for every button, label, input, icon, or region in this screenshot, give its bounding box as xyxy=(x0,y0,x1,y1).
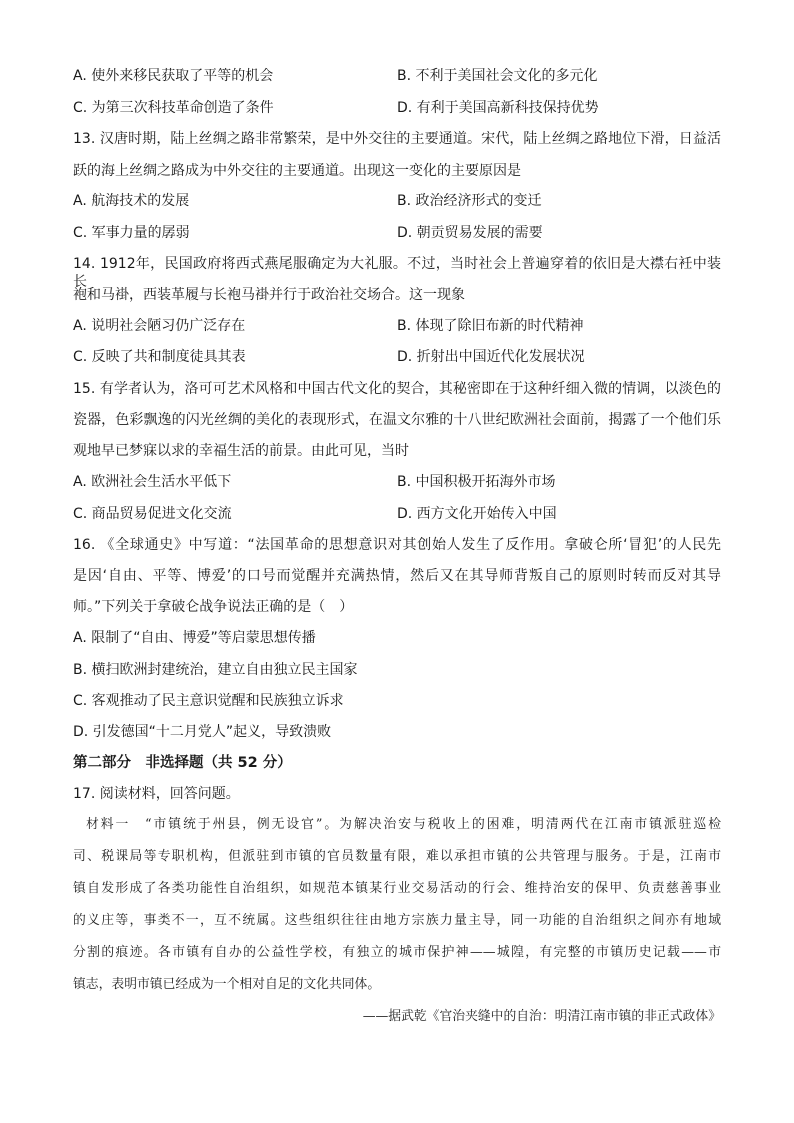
q15-option-b: B. 中国积极开拓海外市场 xyxy=(397,474,556,490)
q14-option-d: D. 折射出中国近代化发展状况 xyxy=(397,349,585,365)
q17-stem: 17. 阅读材料，回答问题。 xyxy=(73,786,240,802)
q17-material-line1: 材料一 “市镇统于州县，例无设官”。为解决治安与税收上的困难，明清两代在江南市镇派驻巡检 xyxy=(86,817,721,832)
q15-stem-line1: 15. 有学者认为，洛可可艺术风格和中国古代文化的契合，其秘密即在于这种纤细入微的情调，以淡色的 xyxy=(73,381,721,397)
q16-option-c: C. 客观推动了民主意识觉醒和民族独立诉求 xyxy=(73,693,344,709)
q13-option-b: B. 政治经济形式的变迁 xyxy=(397,193,542,209)
q17-material-line6: 镇志，表明市镇已经成为一个相对自足的文化共同体。 xyxy=(73,977,381,992)
q16-stem-line2: 是因‘自由、平等、博爱’的口号而觉醒并充满热情，然后又在其导师背叛自己的原则时转而反对其导 xyxy=(73,568,721,584)
q14-stem-line1: 14. 1912年，民国政府将西式燕尾服确定为大礼服。不过，当时社会上普遍穿着的依旧是大襟右衽中装长 xyxy=(73,256,721,290)
q13-option-c: C. 军事力量的孱弱 xyxy=(73,225,190,241)
q15-stem-line3: 观地早已梦寐以求的幸福生活的前景。由此可见，当时 xyxy=(73,443,409,459)
q13-stem-line1: 13. 汉唐时期，陆上丝绸之路非常繁荣，是中外交往的主要通道。宋代，陆上丝绸之路地位下滑，日益活 xyxy=(73,131,721,147)
q16-stem-line3: 师。”下列关于拿破仑战争说法正确的是（ ） xyxy=(73,599,354,615)
q17-material-line4: 的义庄等，事类不一，互不统属。这些组织往往由地方宗族力量主导，同一功能的自治组织之间亦有地域 xyxy=(73,913,721,928)
q17-material-line3: 镇自发形成了各类功能性自治组织，如规范本镇某行业交易活动的行会、维持治安的保甲、负责慈善事业 xyxy=(73,881,721,896)
q13-option-a: A. 航海技术的发展 xyxy=(73,193,190,209)
q15-option-a: A. 欧洲社会生活水平低下 xyxy=(73,474,232,490)
q14-stem-line2: 袍和马褂，西装革履与长袍马褂并行于政治社交场合。这一现象 xyxy=(73,287,465,303)
part2-heading: 第二部分 非选择题（共 52 分） xyxy=(73,755,292,771)
q17-material-line5: 分割的痕迹。各市镇有自办的公益性学校，有独立的城市保护神——城隍，有完整的市镇历史记载——市 xyxy=(73,945,721,960)
q13-stem-line2: 跃的海上丝绸之路成为中外交往的主要通道。出现这一变化的主要原因是 xyxy=(73,163,521,179)
q16-option-d: D. 引发德国“十二月党人”起义，导致溃败 xyxy=(73,724,332,740)
q16-stem-line1: 16. 《全球通史》中写道：“法国革命的思想意识对其创始人发生了反作用。拿破仑所‘冒犯’的人民先 xyxy=(73,537,721,553)
q12-option-c: C. 为第三次科技革命创造了条件 xyxy=(73,100,274,116)
q13-option-d: D. 朝贡贸易发展的需要 xyxy=(397,225,543,241)
q14-option-c: C. 反映了共和制度徒具其表 xyxy=(73,349,246,365)
q16-option-b: B. 横扫欧洲封建统治，建立自由独立民主国家 xyxy=(73,662,358,678)
q16-option-a: A. 限制了“自由、博爱”等启蒙思想传播 xyxy=(73,630,316,646)
q15-option-d: D. 西方文化开始传入中国 xyxy=(397,506,557,522)
q14-option-b: B. 体现了除旧布新的时代精神 xyxy=(397,318,584,334)
q17-material-source: ——据武乾《官治夹缝中的自治：明清江南市镇的非正式政体》 xyxy=(362,1009,721,1024)
q14-option-a: A. 说明社会陋习仍广泛存在 xyxy=(73,318,246,334)
q12-option-a: A. 使外来移民获取了平等的机会 xyxy=(73,68,274,84)
q17-material-line2: 司、税课局等专职机构，但派驻到市镇的官员数量有限，难以承担市镇的公共管理与服务。于是，江南市 xyxy=(73,849,721,864)
q15-stem-line2: 瓷器，色彩飘逸的闪光丝绸的美化的表现形式，在温文尔雅的十八世纪欧洲社会面前，揭露了一个他们乐 xyxy=(73,412,721,428)
q12-option-d: D. 有利于美国高新科技保持优势 xyxy=(397,100,599,116)
q15-option-c: C. 商品贸易促进文化交流 xyxy=(73,506,232,522)
q12-option-b: B. 不利于美国社会文化的多元化 xyxy=(397,68,598,84)
